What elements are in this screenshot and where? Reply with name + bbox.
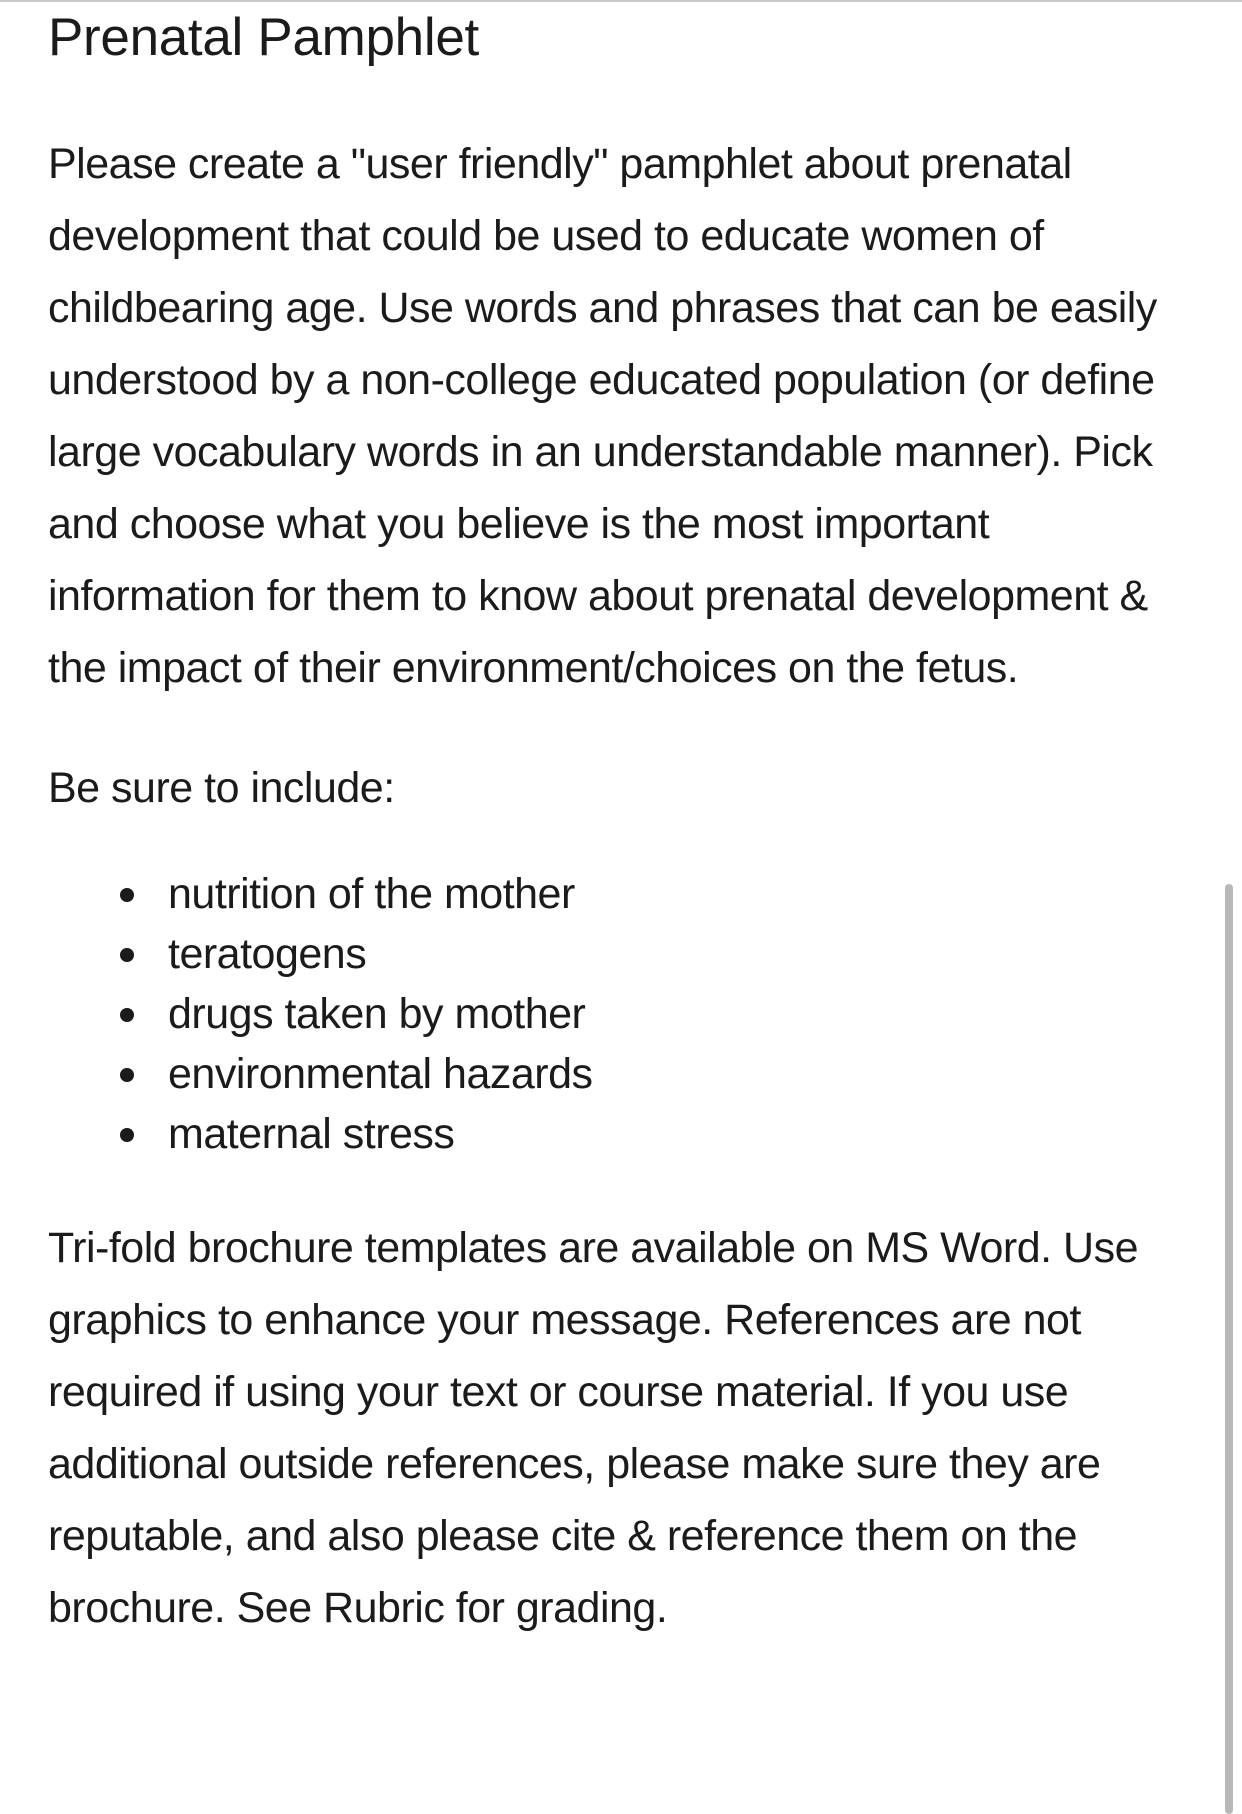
list-item — [120, 1104, 1198, 1164]
assignment-content — [48, 0, 1198, 1644]
bullet-icon — [120, 1128, 134, 1142]
include-list — [48, 864, 1198, 1164]
vertical-scrollbar[interactable] — [1225, 884, 1233, 1814]
list-item — [120, 864, 1198, 924]
bullet-icon — [120, 1008, 134, 1022]
list-item-text: teratogens — [168, 930, 367, 978]
bullet-icon — [120, 1068, 134, 1082]
bullet-icon — [120, 888, 134, 902]
list-item-text: drugs taken by mother — [168, 990, 586, 1038]
list-item — [120, 1044, 1198, 1104]
list-item — [120, 984, 1198, 1044]
include-label: Be sure to include: — [48, 764, 395, 812]
list-item — [120, 924, 1198, 984]
closing-paragraph: Tri-fold brochure templates are available on MS Word. Use graphics to enhance your message. References are not required if using your text or course material. If you use additional outside references, please make sure they are reputable, and also please cite & reference them on the brochure. See Rubric for grading. — [48, 1224, 1138, 1632]
list-item-text: environmental hazards — [168, 1050, 593, 1098]
list-item-text: maternal stress — [168, 1110, 455, 1158]
intro-paragraph: Please create a "user friendly" pamphlet about prenatal development that could be used to educate women of childbearing age. Use words and phrases that can be easily understood by a non-college educated population (or define large vocabulary words in an understandable manner). Pick and choose what you believe is the most important information for them to know about prenatal development & the impact of their environment/choices on the fetus. — [48, 140, 1157, 692]
list-item-text: nutrition of the mother — [168, 870, 575, 918]
bullet-icon — [120, 948, 134, 962]
page-title: Prenatal Pamphlet — [48, 8, 479, 67]
